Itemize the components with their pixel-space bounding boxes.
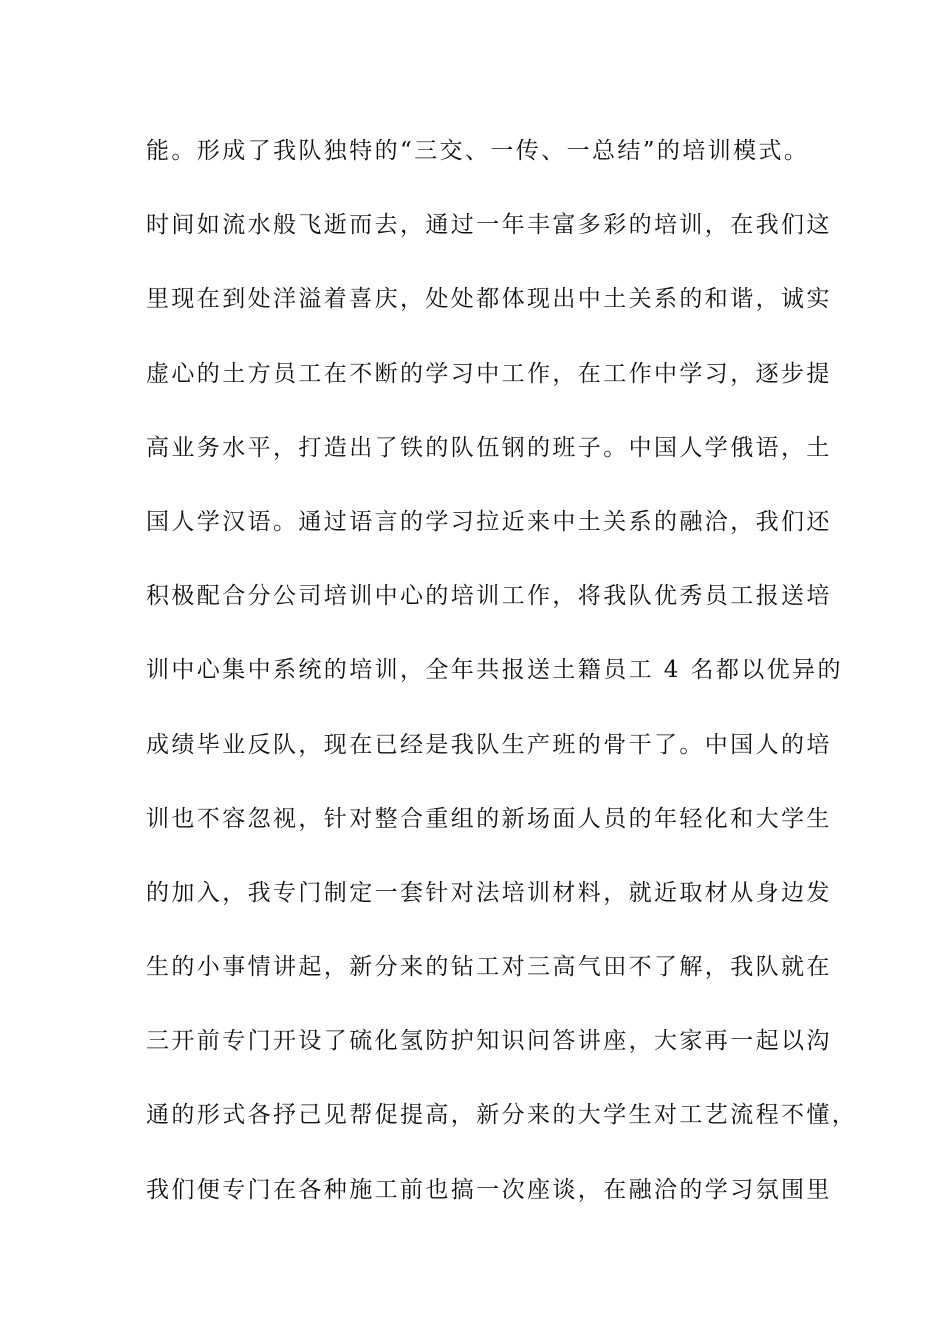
text-line-3: 里现在到处洋溢着喜庆，处处都体现出中土关系的和谐，诚实 [146, 286, 832, 313]
text-line-14: 通的形式各抒己见帮促提高，新分来的大学生对工艺流程不懂， [146, 1102, 858, 1129]
text-line-2: 时间如流水般飞逝而去，通过一年丰富多彩的培训，在我们这 [146, 212, 832, 239]
text-line-1: 能。形成了我队独特的“三交、一传、一总结”的培训模式。 [146, 138, 810, 164]
text-line-9: 成绩毕业反队，现在已经是我队生产班的骨干了。中国人的培 [146, 731, 832, 758]
text-line-4: 虚心的土方员工在不断的学习中工作，在工作中学习，逐步提 [146, 360, 832, 387]
text-line-15: 我们便专门在各种施工前也搞一次座谈，在融洽的学习氛围里 [146, 1176, 832, 1203]
text-line-12: 生的小事情讲起，新分来的钻工对三高气田不了解，我队就在 [146, 954, 832, 981]
text-line-6: 国人学汉语。通过语言的学习拉近来中土关系的融洽，我们还 [146, 508, 832, 535]
text-line-11: 的加入，我专门制定一套针对法培训材料，就近取材从身边发 [146, 879, 832, 906]
text-line-7: 积极配合分公司培训中心的培训工作，将我队优秀员工报送培 [146, 583, 832, 610]
text-line-10: 训也不容忽视，针对整合重组的新场面人员的年轻化和大学生 [146, 805, 832, 832]
text-line-13: 三开前专门开设了硫化氢防护知识问答讲座，大家再一起以沟 [146, 1028, 832, 1055]
body-text [146, 127, 858, 1240]
text-line-8: 训中心集中系统的培训，全年共报送土籍员工 4 名都以优异的 [146, 657, 843, 684]
text-line-5: 高业务水平，打造出了铁的队伍钢的班子。中国人学俄语，土 [146, 434, 832, 461]
